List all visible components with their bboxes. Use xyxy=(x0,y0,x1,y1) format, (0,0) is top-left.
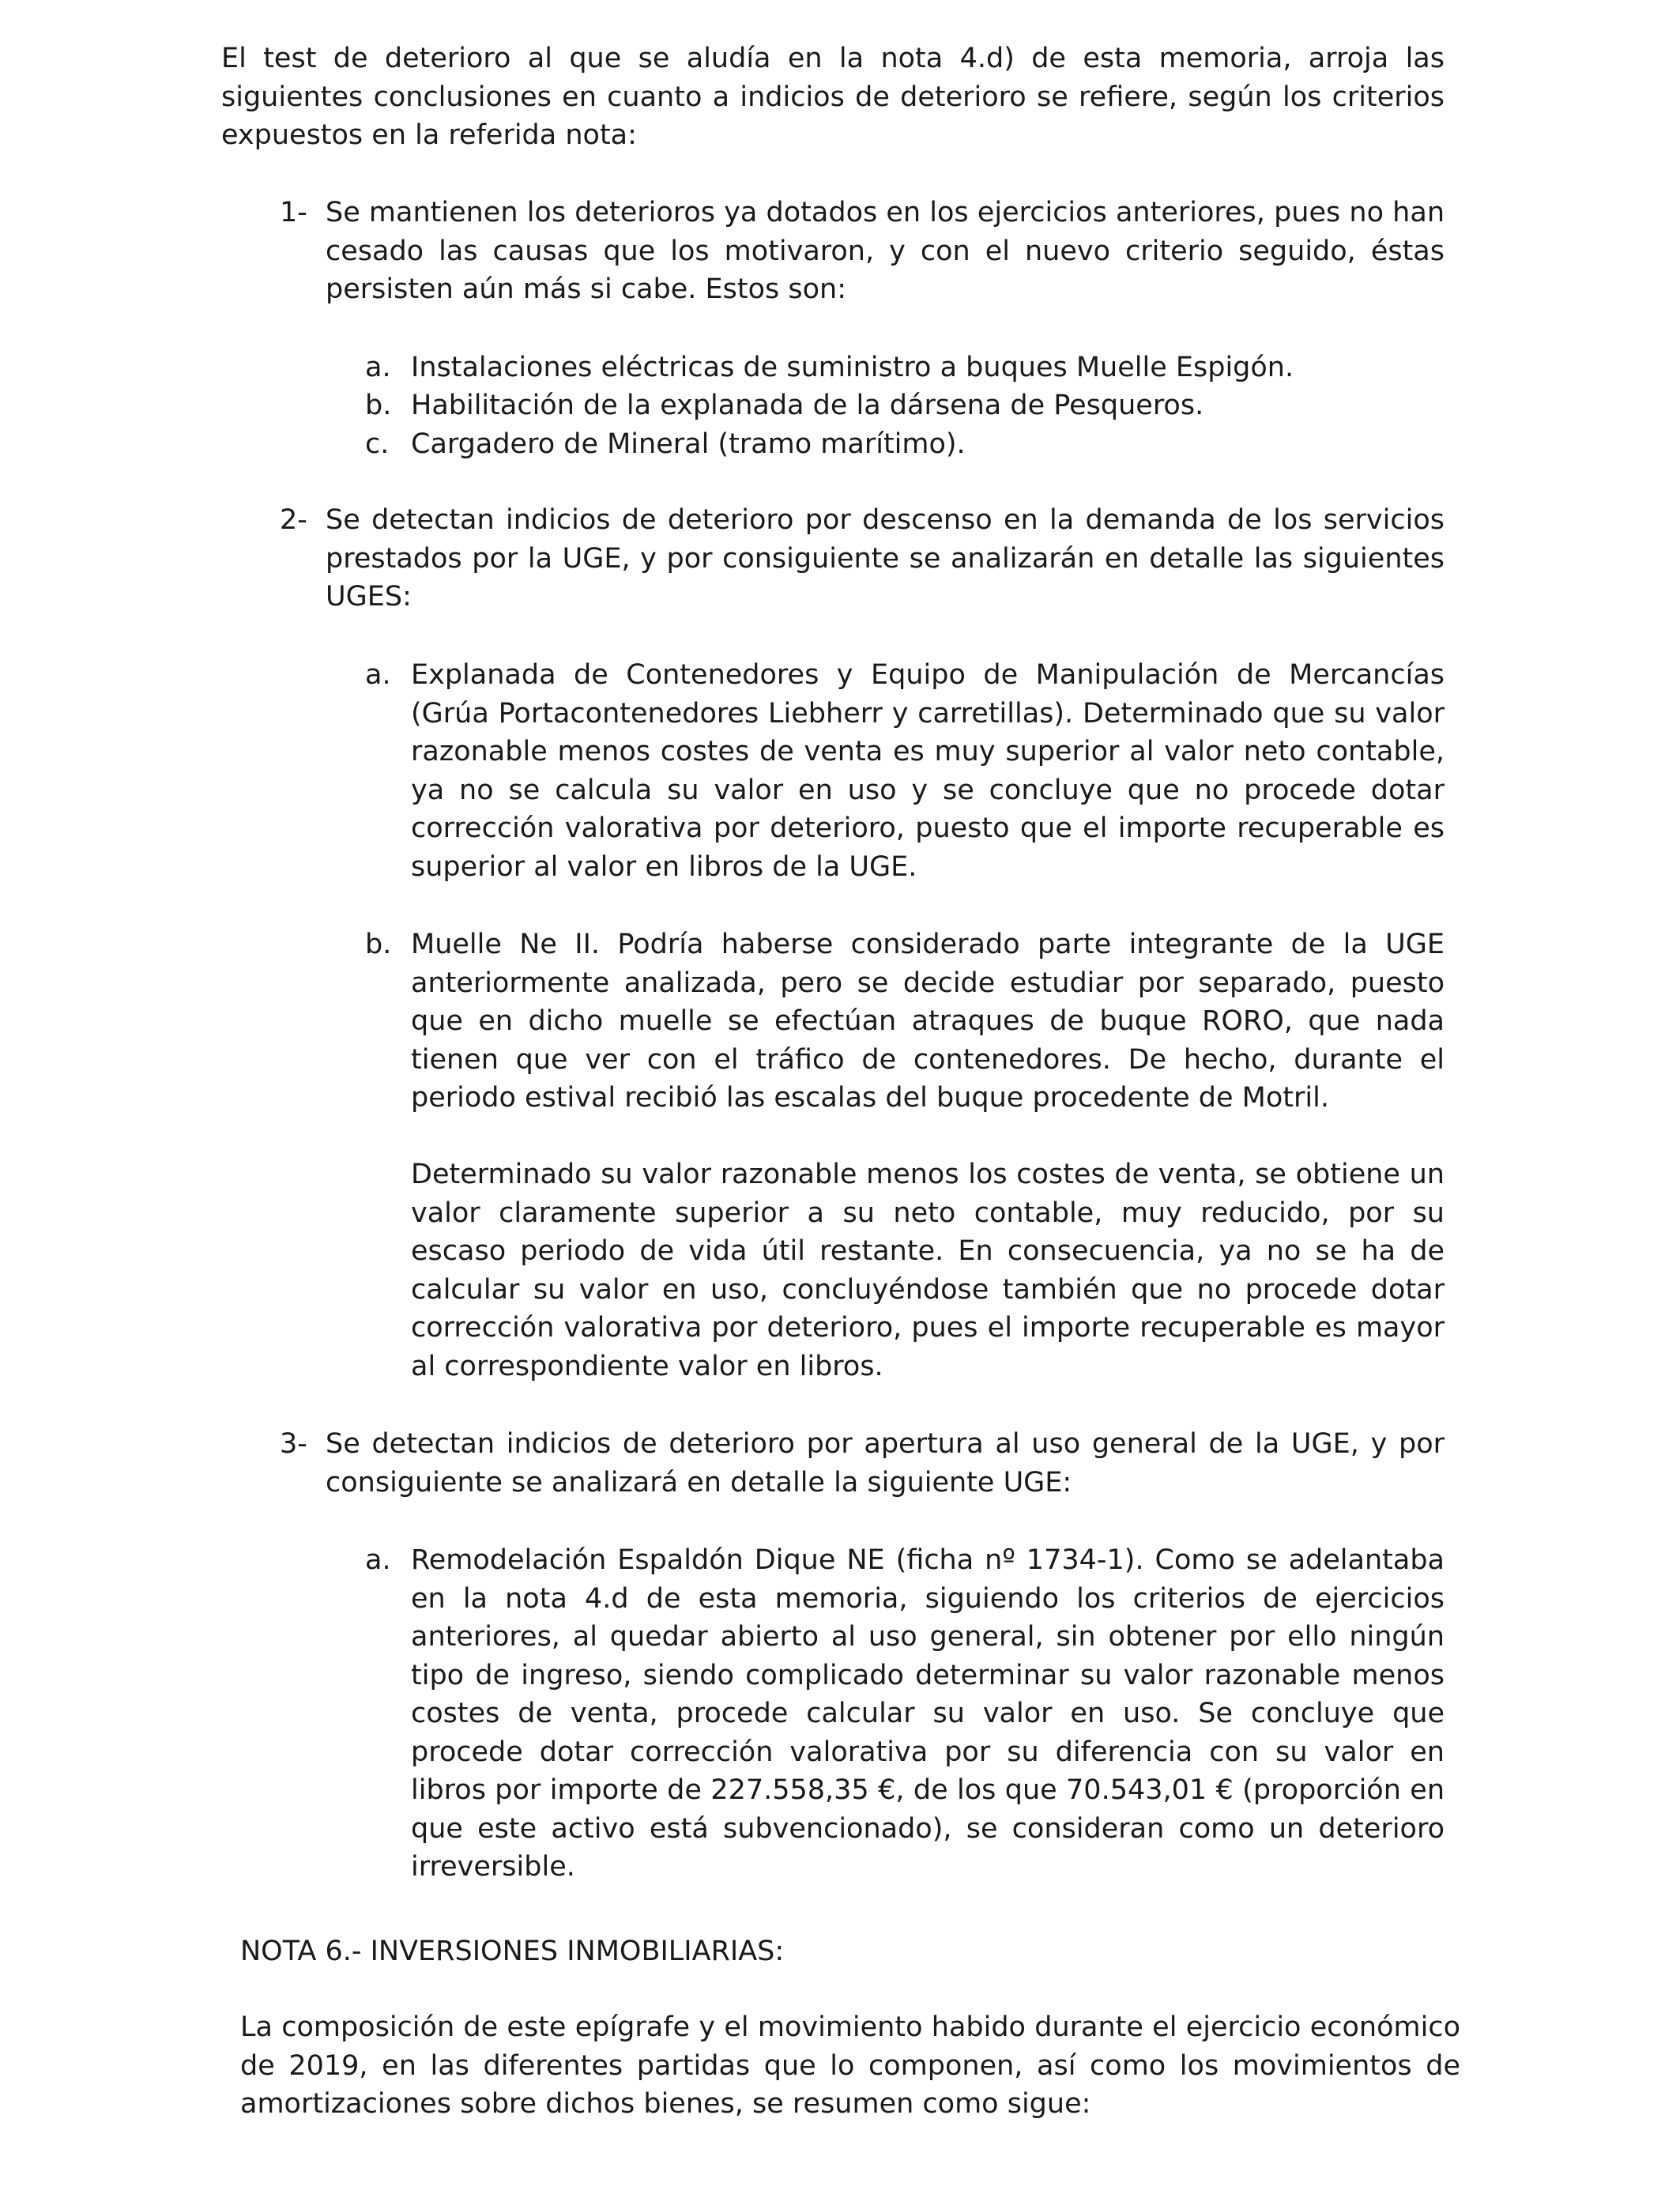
item-1b-text: Habilitación de la explanada de la dársena de Pesqueros. xyxy=(411,390,1204,421)
section-heading: NOTA 6.- INVERSIONES INMOBILIARIAS: xyxy=(240,1936,785,1967)
item-1c-text: Cargadero de Mineral (tramo marítimo). xyxy=(411,428,966,460)
item-2b-text: Muelle Ne II. Podría haberse considerado parte integrante de la UGE anteriormente analizada, pero se decide estudiar por separado, puesto que en dicho muelle se efectúan atraques de buque RORO, que nada tienen que ver con el tráfico de contenedores. De hecho, durante el periodo estival recibió las escalas del buque procedente de Motril. xyxy=(411,929,1445,1114)
item-2b-continuation: Determinado su valor razonable menos los costes de venta, se obtiene un valor claramente superior a su neto contable, muy reducido, por su escaso periodo de vida útil restante. En consecuencia, ya no se ha de calcular su valor en uso, concluyéndose también que no procede dotar corrección valorativa por deterioro, pues el importe recuperable es mayor al correspondiente valor en libros. xyxy=(411,1159,1445,1382)
item-2-number: 2- xyxy=(280,504,307,536)
item-1c-letter: c. xyxy=(365,428,390,460)
item-2-text: Se detectan indicios de deterioro por descenso en la demanda de los servicios prestados por la UGE, y por consiguiente se analizarán en detalle las siguientes UGES: xyxy=(326,504,1445,613)
item-2a-text: Explanada de Contenedores y Equipo de Manipulación de Mercancías (Grúa Portacontenedores Liebherr y carretillas). Determinado que su valor razonable menos costes de venta es muy superior al valor neto contable, ya no se calcula su valor en uso y se concluye que no procede dotar corrección valorativa por deterioro, puesto que el importe recuperable es superior al valor en libros de la UGE. xyxy=(411,659,1445,883)
item-3-number: 3- xyxy=(280,1428,307,1460)
item-1a-letter: a. xyxy=(365,352,391,383)
item-3a-text: Remodelación Espaldón Dique NE (ficha nº 1734-1). Como se adelantaba en la nota 4.d de esta memoria, siguiendo los criterios de ejercicios anteriores, al quedar abierto al uso general, sin obtener por ello ningún tipo de ingreso, siendo complicado determinar su valor razonable menos costes de venta, procede calcular su valor en uso. Se concluye que procede dotar corrección valorativa por su diferencia con su valor en libros por importe de 227.558,35 €, de los que 70.543,01 € (proporción en que este activo está subvencionado), se consideran como un deterioro irreversible. xyxy=(411,1544,1445,1883)
item-1a-text: Instalaciones eléctricas de suministro a buques Muelle Espigón. xyxy=(411,352,1294,383)
item-3a-letter: a. xyxy=(365,1544,391,1576)
section-paragraph: La composición de este epígrafe y el movimiento habido durante el ejercicio económico de 2019, en las diferentes partidas que lo componen, así como los movimientos de amortizaciones sobre dichos bienes, se resumen como sigue: xyxy=(240,2011,1460,2120)
item-1-number: 1- xyxy=(280,197,307,228)
intro-paragraph: El test de deterioro al que se aludía en la nota 4.d) de esta memoria, arroja las siguientes conclusiones en cuanto a indicios de deterioro se refiere, según los criterios expuestos en la referida nota: xyxy=(221,43,1445,151)
item-2b-letter: b. xyxy=(365,929,392,960)
item-1-text: Se mantienen los deterioros ya dotados en los ejercicios anteriores, pues no han cesado las causas que los motivaron, y con el nuevo criterio seguido, éstas persisten aún más si cabe. Estos son: xyxy=(326,197,1445,305)
item-3-text: Se detectan indicios de deterioro por apertura al uso general de la UGE, y por consiguiente se analizará en detalle la siguiente UGE: xyxy=(326,1428,1445,1498)
item-1b-letter: b. xyxy=(365,390,392,421)
item-2a-letter: a. xyxy=(365,659,391,691)
